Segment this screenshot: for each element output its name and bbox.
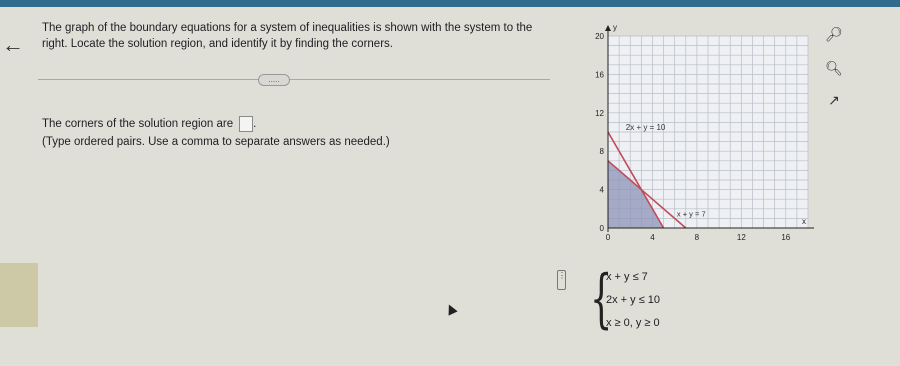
y-tick-label: 16: [595, 70, 604, 80]
x-tick-label: 16: [781, 233, 791, 242]
mouse-cursor-icon: [444, 302, 457, 315]
y-tick-label: 20: [595, 32, 604, 41]
x-tick-label: 0: [605, 233, 611, 242]
inequality-3: x ≥ 0, y ≥ 0: [606, 317, 660, 329]
y-axis-arrow: [605, 25, 611, 31]
y-tick-label: 12: [595, 108, 604, 118]
top-bar: [0, 0, 900, 7]
answer-input[interactable]: [239, 116, 253, 132]
answer-suffix: .: [253, 118, 257, 130]
back-arrow-icon[interactable]: ←: [2, 32, 24, 57]
y-tick-label: 8: [599, 147, 604, 157]
zoom-in-icon[interactable]: 🔎︎: [825, 26, 843, 42]
line-label-1: 2x + y = 10: [625, 123, 666, 133]
brace-icon: {: [590, 262, 613, 336]
boundary-graph: [586, 20, 826, 252]
expand-more-button[interactable]: .....: [258, 74, 290, 86]
y-tick-label: 0: [599, 224, 604, 233]
answer-prefix: The corners of the solution region are: [42, 118, 234, 130]
x-tick-label: 8: [694, 233, 700, 242]
y-tick-label: 4: [599, 185, 604, 195]
y-axis-label: y: [613, 23, 617, 32]
line-label-2: x + y = 7: [676, 209, 706, 219]
answer-line: [42, 116, 256, 132]
x-axis-label: x: [802, 217, 806, 226]
x-tick-label: 4: [650, 233, 655, 242]
answer-hint: (Type ordered pairs. Use a comma to separate answers as needed.): [42, 136, 390, 148]
external-link-icon[interactable]: ↗: [828, 92, 840, 108]
divider: [38, 79, 550, 80]
inequality-2: 2x + y ≤ 10: [606, 294, 661, 306]
inequality-1: x + y ≤ 7: [606, 271, 648, 283]
x-tick-label: 12: [736, 233, 746, 242]
side-panel-tab[interactable]: [0, 263, 38, 327]
question-prompt: The graph of the boundary equations for a system of inequalities is shown with the system to the right. Locate the solution region, and identify it by finding the corners.: [42, 22, 533, 50]
system-menu-icon[interactable]: ⋮: [557, 270, 566, 290]
zoom-out-icon[interactable]: 🔍︎: [825, 60, 843, 76]
